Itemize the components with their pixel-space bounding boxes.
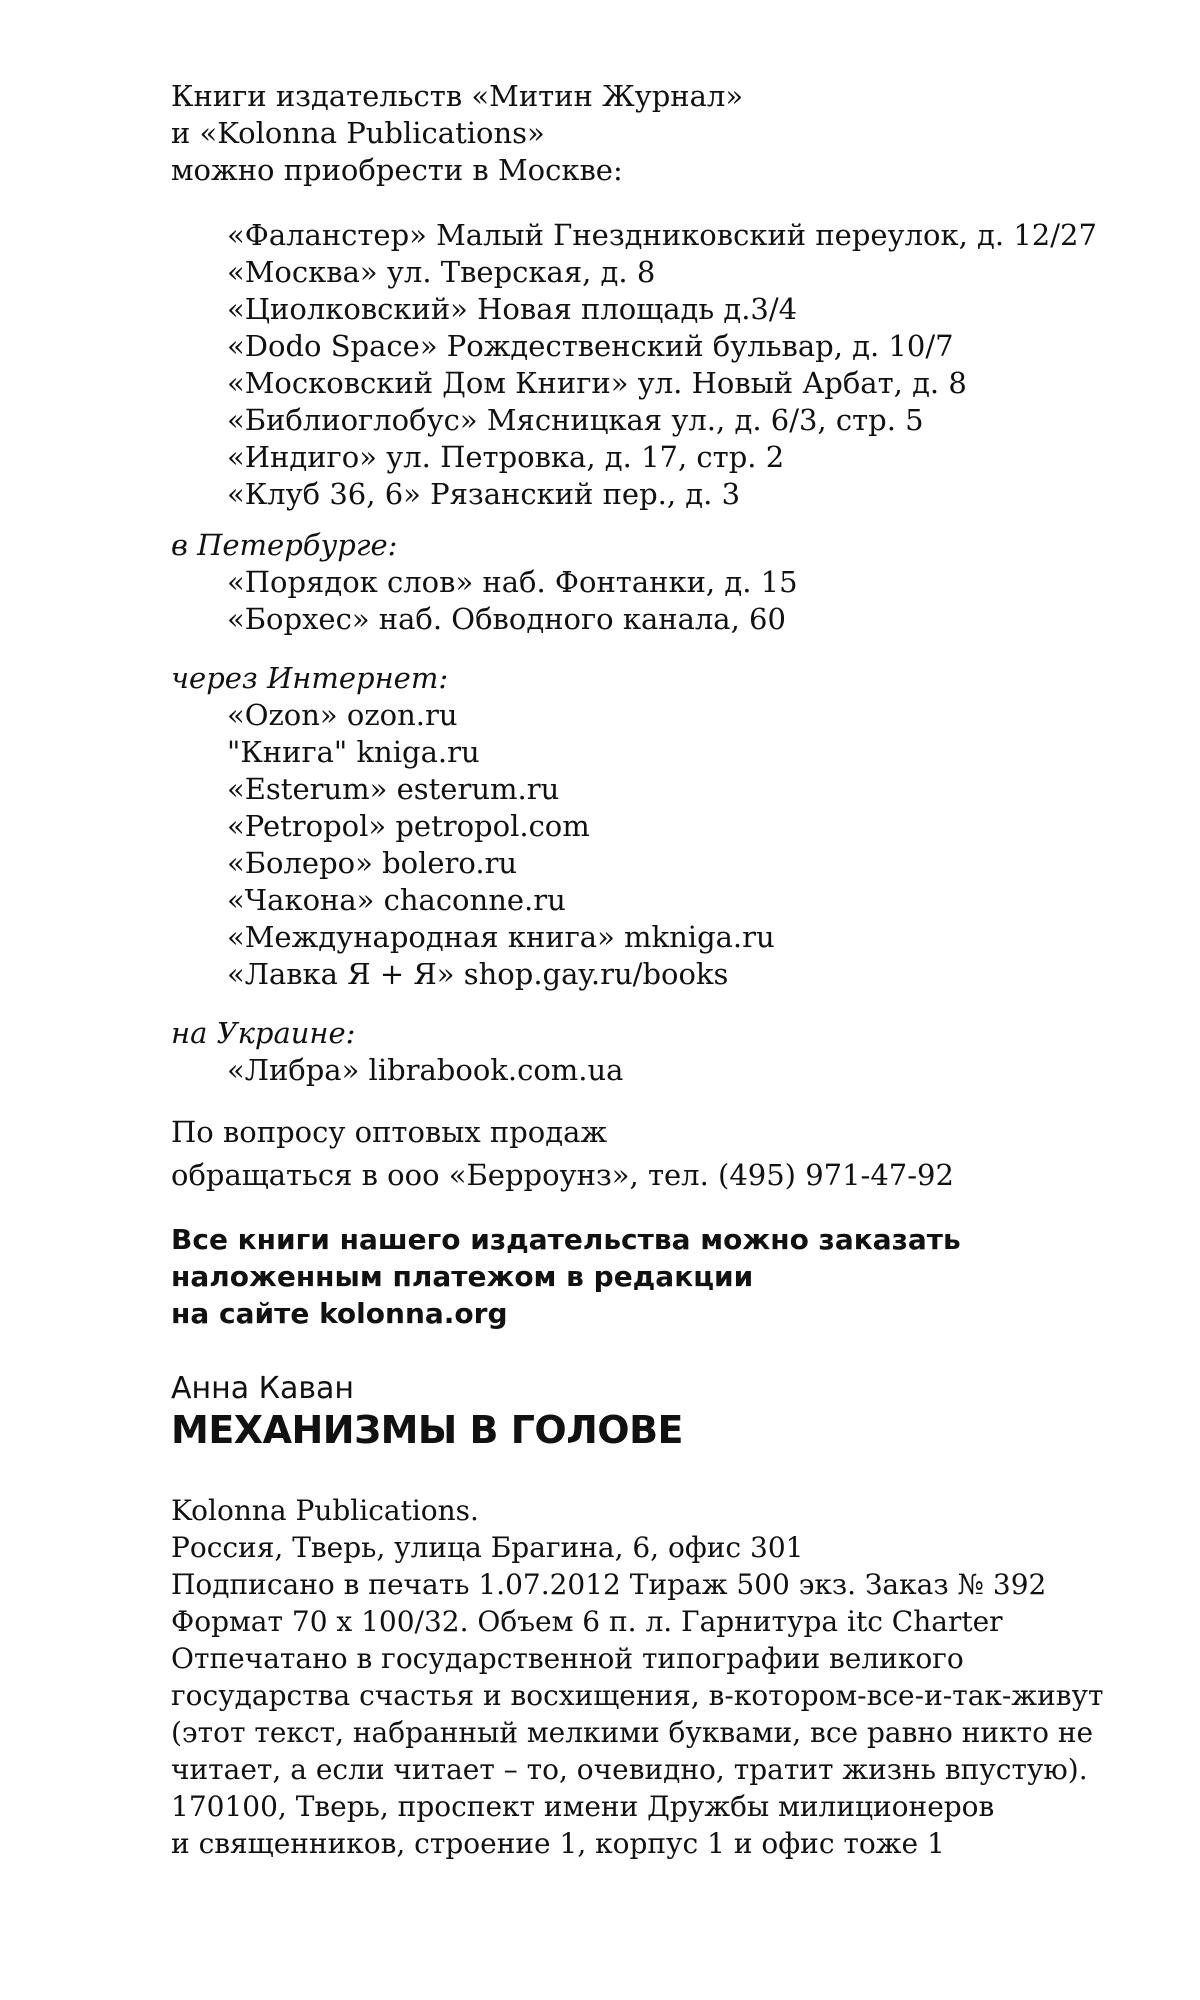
store-item: «Клуб 36, 6» Рязанский пер., д. 3 [227,477,741,511]
intro-line: можно приобрести в Москве: [171,153,623,187]
imprint-line: государства счастья и восхищения, в-котором-все-и-так-живут [171,1679,1104,1712]
store-item: «Esterum» esterum.ru [227,772,560,806]
intro-line: Книги издательств «Митин Журнал» [171,79,744,113]
wholesale-line: По вопросу оптовых продаж [171,1115,608,1149]
store-item: «Международная книга» mkniga.ru [227,920,775,954]
store-item: «Московский Дом Книги» ул. Новый Арбат, д. 8 [227,366,967,400]
store-item: «Борхес» наб. Обводного канала, 60 [227,602,786,636]
imprint-line: Kolonna Publications. [171,1494,479,1527]
wholesale-block [171,1111,1161,1197]
store-item: «Москва» ул. Тверская, д. 8 [227,255,656,289]
imprint-block [171,1492,1161,1862]
store-item: «Чакона» chaconne.ru [227,883,566,917]
imprint-line: Формат 70 x 100/32. Объем 6 п. л. Гарнитура itc Charter [171,1605,1003,1638]
colophon-page [171,78,1161,1862]
book-title: МЕХАНИЗМЫ В ГОЛОВЕ [171,1408,683,1452]
order-notice-line: на сайте kolonna.org [171,1297,508,1330]
store-item: «Индиго» ул. Петровка, д. 17, стр. 2 [227,440,785,474]
imprint-line: и священников, строение 1, корпус 1 и офис тоже 1 [171,1827,945,1860]
wholesale-line: обращаться в ооо «Берроунз», тел. (495) 971-47-92 [171,1158,954,1192]
order-notice-line: Все книги нашего издательства можно заказать [171,1223,961,1256]
imprint-line: читает, а если читает – то, очевидно, тратит жизнь впустую). [171,1753,1088,1786]
store-item: «Циолковский» Новая площадь д.3/4 [227,292,798,326]
imprint-line: Подписано в печать 1.07.2012 Тираж 500 экз. Заказ № 392 [171,1568,1047,1601]
intro-block [171,78,1161,189]
store-item: «Dodo Space» Рождественский бульвар, д. 10/7 [227,329,954,363]
internet-section [171,660,1161,993]
order-notice-line: наложенным платежом в редакции [171,1260,754,1293]
store-item: «Библиоглобус» Мясницкая ул., д. 6/3, стр. 5 [227,403,924,437]
store-item: «Petropol» petropol.com [227,809,590,843]
ukraine-section [171,1015,1161,1089]
imprint-line: Россия, Тверь, улица Брагина, 6, офис 301 [171,1531,804,1564]
petersburg-section [171,527,1161,638]
store-item: «Лавка Я + Я» shop.gay.ru/books [227,957,729,991]
internet-heading: через Интернет: [171,661,449,695]
book-author: Анна Каван [171,1371,355,1406]
petersburg-heading: в Петербурге: [171,528,398,562]
order-notice [171,1221,1161,1332]
store-item: «Болеро» bolero.ru [227,846,518,880]
store-item: «Либра» librabook.com.ua [227,1053,624,1087]
imprint-line: Отпечатано в государственной типографии великого [171,1642,964,1675]
moscow-stores-list [171,217,1161,513]
store-item: «Ozon» ozon.ru [227,698,458,732]
store-item: «Фаланстер» Малый Гнездниковский переулок, д. 12/27 [227,218,1097,252]
ukraine-heading: на Украине: [171,1016,356,1050]
imprint-line: (этот текст, набранный мелкими буквами, все равно никто не [171,1716,1094,1749]
store-item: "Книга" kniga.ru [227,735,480,769]
imprint-line: 170100, Тверь, проспект имени Дружбы милиционеров [171,1790,995,1823]
store-item: «Порядок слов» наб. Фонтанки, д. 15 [227,565,798,599]
intro-line: и «Kolonna Publications» [171,116,545,150]
